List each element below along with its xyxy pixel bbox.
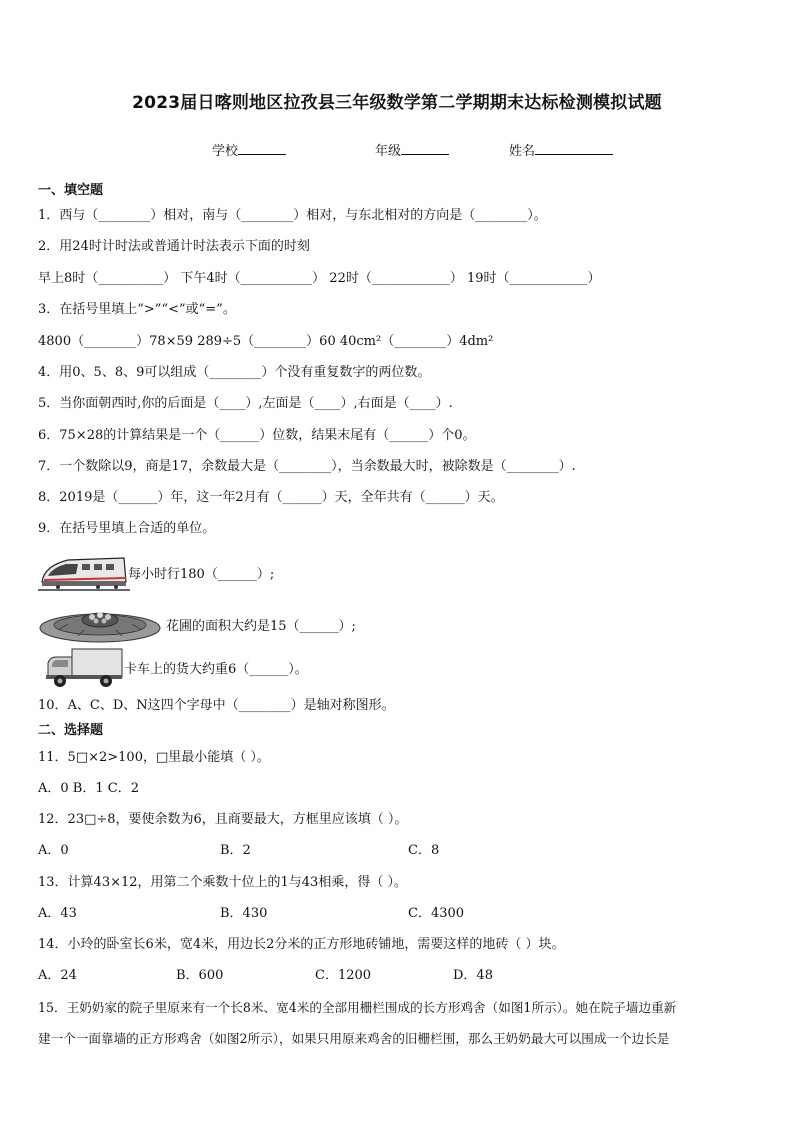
- school-label: 学校: [212, 144, 239, 159]
- question-15-line-2: 建一个一面靠墙的正方形鸡舍（如图2所示），如果只用原来鸡舍的旧栅栏围，那么王奶奶最大可以围成一个边长是: [38, 1031, 670, 1046]
- question-5: 5．当你面朝西时,你的后面是（____）,左面是（____）,右面是（____）.: [38, 396, 453, 411]
- question-12-option-b: B．2: [220, 843, 251, 858]
- question-8: 8．2019是（______）年，这一年2月有（______）天，全年共有（______）天。: [38, 490, 504, 505]
- school-field[interactable]: [212, 142, 286, 160]
- question-2-items: 早上8时（__________） 下午4时（___________） 22时（____________） 19时（____________）: [38, 271, 601, 286]
- question-7: 7．一个数除以9，商是17，余数最大是（________），当余数最大时，被除数是（________）.: [38, 459, 576, 474]
- question-6: 6．75×28的计算结果是一个（______）位数，结果末尾有（______）个0。: [38, 428, 476, 443]
- question-14-option-c: C．1200: [315, 968, 372, 983]
- question-12-option-c: C．8: [408, 843, 440, 858]
- question-11: 11．5□×2>100，□里最小能填（ ）。: [38, 750, 270, 765]
- question-4: 4．用0、5、8、9可以组成（________）个没有重复数字的两位数。: [38, 365, 431, 380]
- section-choice: 二、选择题: [38, 723, 104, 738]
- section-fill-in: 一、填空题: [38, 183, 104, 198]
- question-13-option-a: A．43: [38, 906, 77, 921]
- question-9: 9．在括号里填上合适的单位。: [38, 521, 216, 536]
- grade-field[interactable]: [375, 142, 449, 160]
- question-13-option-c: C．4300: [408, 906, 465, 921]
- question-12: 12．23□÷8，要使余数为6，且商要最大，方框里应该填（ ）。: [38, 812, 408, 827]
- question-14-option-b: B．600: [176, 968, 224, 983]
- flowerbed-icon: [38, 604, 162, 648]
- grade-label: 年级: [375, 144, 402, 159]
- train-icon: [38, 552, 130, 600]
- name-label: 姓名: [509, 144, 536, 159]
- question-10: 10．A、C、D、N这四个字母中（________）是轴对称图形。: [38, 698, 395, 713]
- question-9-flowerbed: 花圃的面积大约是15（______）;: [166, 619, 356, 634]
- question-14: 14．小玲的卧室长6米，宽4米，用边长2分米的正方形地砖铺地，需要这样的地砖（ ）块。: [38, 937, 565, 952]
- question-3-items: 4800（________）78×59 289÷5（________）60 40cm²（________）4dm²: [38, 334, 494, 349]
- question-12-option-a: A．0: [38, 843, 69, 858]
- question-14-option-d: D．48: [453, 968, 493, 983]
- question-13: 13．计算43×12，用第二个乘数十位上的1与43相乘，得（ ）。: [38, 875, 407, 890]
- question-13-option-b: B．430: [220, 906, 268, 921]
- question-11-options: A．0 B．1 C．2: [38, 781, 139, 796]
- question-2: 2．用24时计时法或普通计时法表示下面的时刻: [38, 239, 310, 254]
- question-15-line-1: 15．王奶奶家的院子里原来有一个长8米、宽4米的全部用栅栏围成的长方形鸡舍（如图1所示）。她在院子墙边重新: [38, 1000, 677, 1015]
- truck-icon: [44, 647, 124, 693]
- question-3: 3．在括号里填上“>”“<”或“=”。: [38, 302, 236, 317]
- question-14-option-a: A．24: [38, 968, 77, 983]
- question-1: 1．西与（________）相对，南与（________）相对，与东北相对的方向是（________）。: [38, 208, 547, 223]
- name-field[interactable]: [509, 142, 613, 160]
- page-title: 2023届日喀则地区拉孜县三年级数学第二学期期末达标检测模拟试题: [132, 93, 662, 113]
- question-9-train: 每小时行180（______）;: [128, 567, 275, 582]
- question-9-truck: 卡车上的货大约重6（______）。: [124, 662, 308, 677]
